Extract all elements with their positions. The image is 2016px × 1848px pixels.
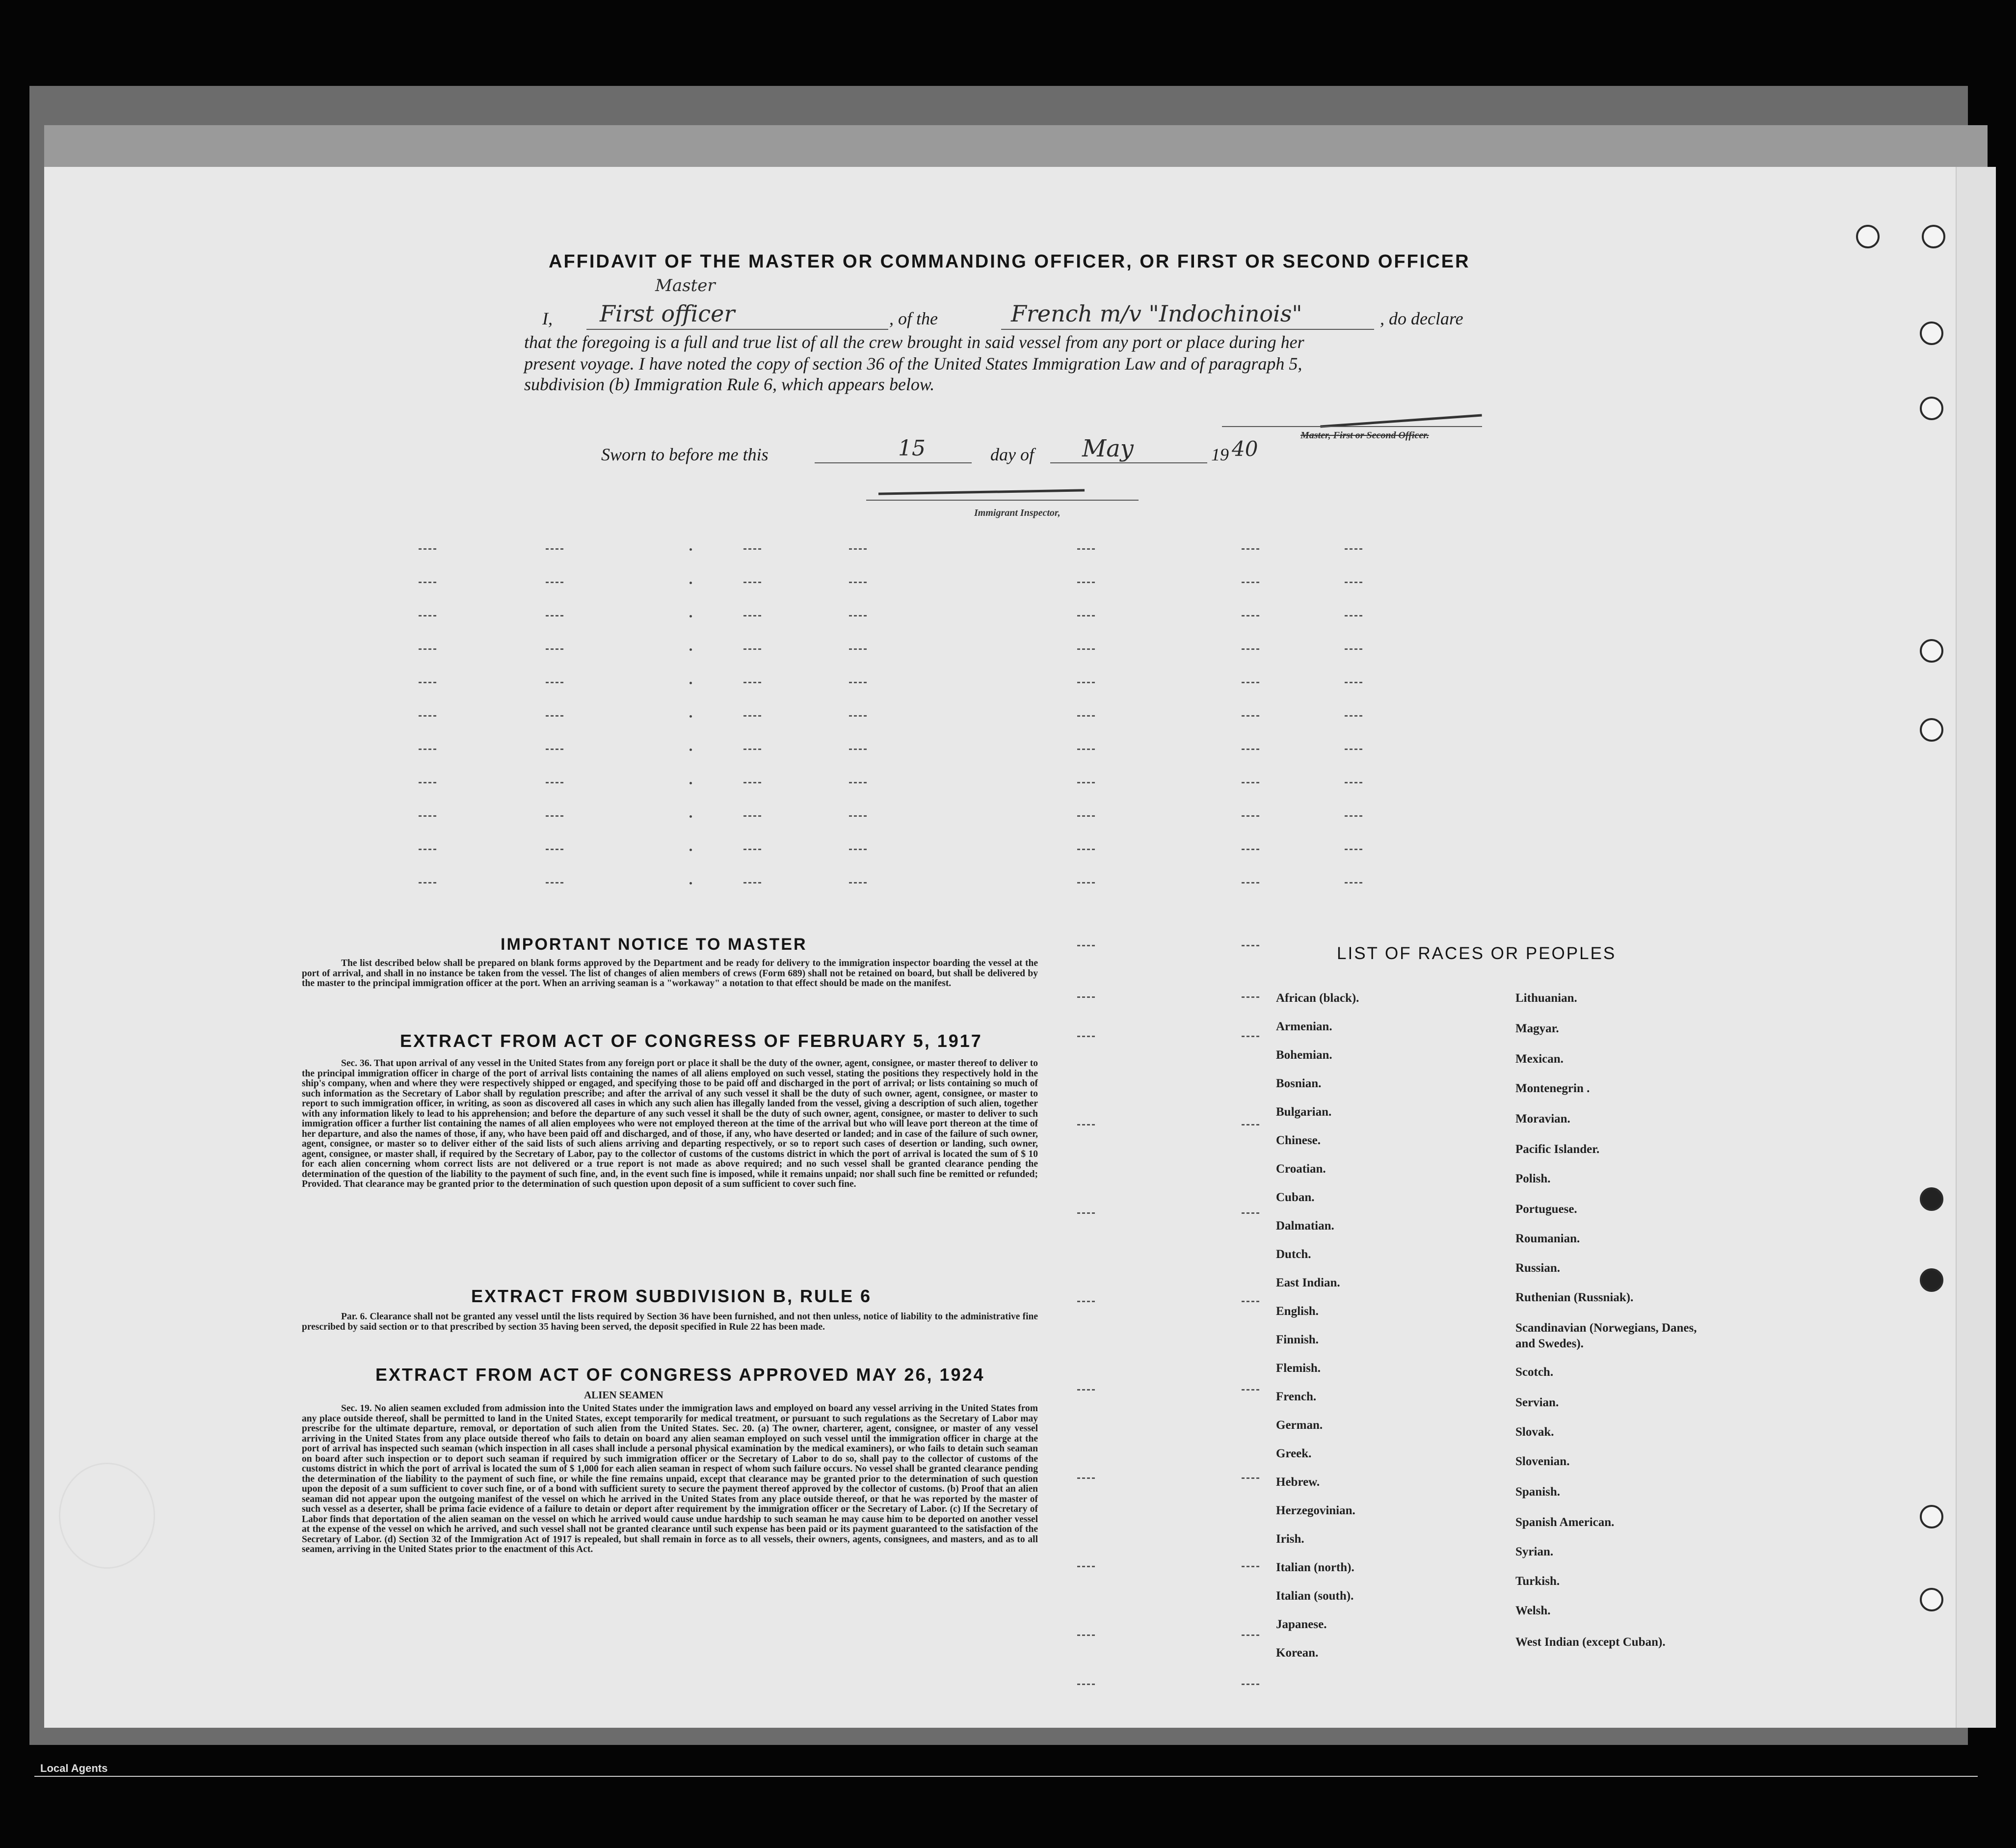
race-item: Bulgarian.: [1276, 1105, 1332, 1119]
race-item: Croatian.: [1276, 1162, 1326, 1176]
faint-seal-stamp: [59, 1463, 155, 1569]
race-item: Bohemian.: [1276, 1048, 1332, 1062]
punch-hole: [1856, 225, 1880, 248]
punch-hole: [1920, 1505, 1943, 1528]
race-item: Pacific Islander.: [1515, 1143, 1600, 1156]
affidavit-line1-mid: , of the: [889, 309, 938, 328]
footer-label: Local Agents: [40, 1762, 108, 1774]
race-item: French.: [1276, 1390, 1317, 1403]
officer-underline: [586, 329, 888, 330]
race-item: Spanish.: [1515, 1485, 1561, 1499]
race-item: Japanese.: [1276, 1618, 1327, 1631]
signer-caption: Master, First or Second Officer.: [1300, 430, 1429, 441]
race-item: Syrian.: [1515, 1545, 1554, 1558]
extract-1917-text: Sec. 36. That upon arrival of any vessel in the United States from any foreign port or place it shall be the duty of the owner, agent, consignee, or master thereof to deliver to the principal immigration officer in charge of the port of arrival lists containing the names of all aliens employed on such vessel, stating the positions they respectively hold in the ship's company, when and where they were respectively shipped or engaged, and specifying those to be paid off and discharged in the port of arrival; or lists containing so much of such information as the Secretary of Labor shall by regulation prescribe; and after the arrival of any such vessel it shall be the duty of such owner, agent, consignee, or master to report to such immigration officer, in writing, as soon as discovered all cases in which any such alien has illegally landed from the vessel, giving a description of such alien, together with any information likely to lead to his apprehension; and before the departure of any such vessel it shall be the duty of such owner, agent, consignee, or master to deliver to such immigration officer a further list containing the names of all alien employees who were not employed thereon at the time of the arrival but who will leave port thereon at the time of her departure, and also the names of those, if any, who have been paid off and discharged, and of those, if any, who have deserted or landed; and in case of the failure of such owner, agent, consignee, or master so to deliver either of the said lists of such aliens arriving and departing respectively, or so to report such cases of desertion or landing, such owner, agent, consignee, or master shall, if required by the Secretary of Labor, pay to the collector of customs of the customs district in which the port of arrival is located the sum of $ 10 for each alien concerning whom correct lists are not delivered or a true report is not made as above required; and no such vessel shall be granted clearance pending the determination of the question of the liability to the payment of such fine, and, in the event such fine is imposed, while it remains unpaid; nor shall such fine be remitted or refunded; Provided. That clearance may be granted prior to the determination of such question upon deposit of a sum sufficient to cover such fine.: [302, 1058, 1038, 1189]
race-item: Herzegovinian.: [1276, 1504, 1355, 1517]
affidavit-line1-suffix: , do declare: [1380, 309, 1463, 328]
punch-hole: [1920, 1268, 1943, 1292]
punch-hole: [1920, 321, 1943, 345]
race-item: Scandinavian (Norwegians, Danes, and Swedes).: [1515, 1321, 1697, 1350]
signer-line: [1222, 426, 1482, 427]
inspector-caption: Immigrant Inspector,: [974, 508, 1061, 518]
punch-hole: [1920, 639, 1943, 663]
month-underline: [1050, 462, 1207, 463]
affidavit-line2: that the foregoing is a full and true list of all the crew brought in said vessel from any port or place during her: [524, 332, 1304, 352]
sworn-month: May: [1082, 435, 1134, 462]
officer-handwritten: First officer: [600, 300, 735, 327]
race-item: Spanish American.: [1515, 1516, 1615, 1529]
race-item: Welsh.: [1515, 1604, 1551, 1617]
race-item: Magyar.: [1515, 1022, 1559, 1035]
race-item: Irish.: [1276, 1532, 1304, 1546]
sworn-mid: day of: [990, 445, 1034, 464]
punch-hole: [1920, 397, 1943, 420]
race-item: Bosnian.: [1276, 1077, 1322, 1090]
race-item: Cuban.: [1276, 1191, 1315, 1204]
race-item: Slovak.: [1515, 1425, 1554, 1439]
race-item: Scotch.: [1515, 1366, 1554, 1379]
race-item: Polish.: [1515, 1172, 1551, 1185]
officer-handwritten-above: Master: [655, 276, 716, 295]
race-item: Greek.: [1276, 1447, 1312, 1460]
vessel-handwritten: French m/v "Indochinois": [1011, 300, 1302, 327]
affidavit-line1-prefix: I,: [542, 309, 553, 328]
punch-hole: [1922, 225, 1945, 248]
affidavit-line4: subdivision (b) Immigration Rule 6, which appears below.: [524, 375, 935, 394]
race-item: Dutch.: [1276, 1248, 1311, 1261]
race-item: Lithuanian.: [1515, 991, 1577, 1005]
race-item: Dalmatian.: [1276, 1219, 1334, 1232]
race-item: Ruthenian (Russniak).: [1515, 1291, 1634, 1304]
punch-hole: [1920, 1588, 1943, 1611]
race-item: Roumanian.: [1515, 1232, 1580, 1245]
affidavit-line3: present voyage. I have noted the copy of section 36 of the United States Immigration Law and of paragraph 5,: [524, 354, 1302, 374]
sworn-prefix: Sworn to before me this: [601, 445, 769, 464]
affidavit-title: AFFIDAVIT OF THE MASTER OR COMMANDING OFFICER, OR FIRST OR SECOND OFFICER: [549, 251, 1470, 272]
vessel-underline: [1001, 329, 1374, 330]
race-item: Turkish.: [1515, 1575, 1560, 1588]
race-item: Flemish.: [1276, 1362, 1321, 1375]
notice-title: IMPORTANT NOTICE TO MASTER: [501, 935, 807, 954]
extract-1917-title: EXTRACT FROM ACT OF CONGRESS OF FEBRUARY 5, 1917: [400, 1031, 982, 1051]
race-item: Korean.: [1276, 1646, 1319, 1660]
race-item: Servian.: [1515, 1396, 1559, 1409]
race-item: Moravian.: [1515, 1112, 1570, 1125]
race-item: Hebrew.: [1276, 1475, 1320, 1489]
inspector-line: [866, 500, 1139, 501]
race-item: German.: [1276, 1419, 1323, 1432]
page-edge-strip: [1956, 167, 1996, 1728]
race-item: English.: [1276, 1305, 1319, 1318]
race-item: Montenegrin .: [1515, 1082, 1590, 1095]
sworn-year-hand: 40: [1232, 437, 1258, 461]
sworn-day: 15: [898, 436, 926, 461]
extract-1924-subtitle: ALIEN SEAMEN: [584, 1389, 663, 1401]
races-title: LIST OF RACES OR PEOPLES: [1337, 944, 1617, 963]
race-item: East Indian.: [1276, 1276, 1340, 1289]
punch-hole: [1920, 1187, 1943, 1211]
race-item: West Indian (except Cuban).: [1515, 1635, 1666, 1649]
race-item: Italian (north).: [1276, 1561, 1354, 1574]
race-item: Portuguese.: [1515, 1203, 1577, 1216]
race-item: Italian (south).: [1276, 1589, 1354, 1603]
extract-1924-text: Sec. 19. No alien seamen excluded from admission into the United States under the immigration laws and employed on board any vessel arriving in the United States from any place outside thereof, shall be permitted to land in the United States, except temporarily for medical treatment, or pursuant to such regulations as the Secretary of Labor may prescribe for the ultimate departure, removal, or deportation of such alien from the United States. Sec. 20. (a) The owner, charterer, agent, consignee, or master of any vessel arriving in the United States from any place outside thereof who fails to detain on board any alien seaman employed on such vessel until the immigration officer in charge at the port of arrival has inspected such seaman (which inspection in all cases shall include a personal physical examination by the medical examiners), or who fails to detain such seaman on board after such inspection or to deport such seaman if required by such immigration officer or the Secretary of Labor to do so, shall pay to the collector of customs of the customs district in which the port of arrival is located the sum of $ 1,000 for each alien seaman in respect of whom such failure occurs. No vessel shall be granted clearance pending the determination of the liability to the payment of such fine, or while the fine remains unpaid, except that clearance may be granted prior to the determination of such question upon the deposit of a sum sufficient to cover such fine, or of a bond with sufficient surety to secure the payment thereof approved by the collector of customs. (b) Proof that an alien seaman did not appear upon the outgoing manifest of the vessel on which he arrived in the United States from any place outside thereof, or that he was reported by the master of such vessel as a deserter, shall be prima facie evidence of a failure to detain or deport after requirement by the immigration officer or the Secretary of Labor. (c) If the Secretary of Labor finds that deportation of the alien seaman on the vessel on which he arrived would cause undue hardship to such seaman he may cause him to be deported on another vessel at the expense of the vessel on which he arrived, and such vessel shall not be granted clearance until such expense has been paid or its payment guaranteed to the satisfaction of the Secretary of Labor. (d) Section 32 of the Immigration Act of 1917 is repealed, but shall remain in force as to all vessels, their owners, agents, consignees, and masters, and as to all seamen, arriving in the United States prior to the enactment of this Act.: [302, 1403, 1038, 1554]
day-underline: [815, 462, 972, 463]
extract-rule6-title: EXTRACT FROM SUBDIVISION B, RULE 6: [471, 1286, 872, 1306]
extract-rule6-text: Par. 6. Clearance shall not be granted any vessel until the lists required by Section 36 have been furnished, and not then unless, notice of liability to the administrative fine prescribed by said section or to that prescribed by section 35 having been served, the deposit specified in Rule 22 has been made.: [302, 1312, 1038, 1332]
punch-hole: [1920, 718, 1943, 742]
extract-1924-title: EXTRACT FROM ACT OF CONGRESS APPROVED MAY 26, 1924: [375, 1365, 985, 1385]
race-item: Slovenian.: [1515, 1455, 1570, 1468]
race-item: Armenian.: [1276, 1020, 1332, 1033]
sworn-year-prefix: 19: [1211, 445, 1229, 464]
notice-text: The list described below shall be prepared on blank forms approved by the Department and be ready for delivery to the immigration inspector boarding the vessel at the port of arrival, and shall in no instance be taken from the vessel. The list of changes of alien members of crews (Form 689) shall not be retained on board, but shall be delivered by the master to the principal immigration officer at the port. When an arriving seaman is a "workaway" a notation to that effect should be made on the manifest.: [302, 958, 1038, 989]
footer-rule: [34, 1776, 1978, 1777]
race-item: Mexican.: [1515, 1052, 1564, 1066]
race-item: African (black).: [1276, 991, 1359, 1005]
race-item: Finnish.: [1276, 1333, 1319, 1346]
race-item: Russian.: [1515, 1261, 1561, 1275]
race-item: Chinese.: [1276, 1134, 1321, 1147]
